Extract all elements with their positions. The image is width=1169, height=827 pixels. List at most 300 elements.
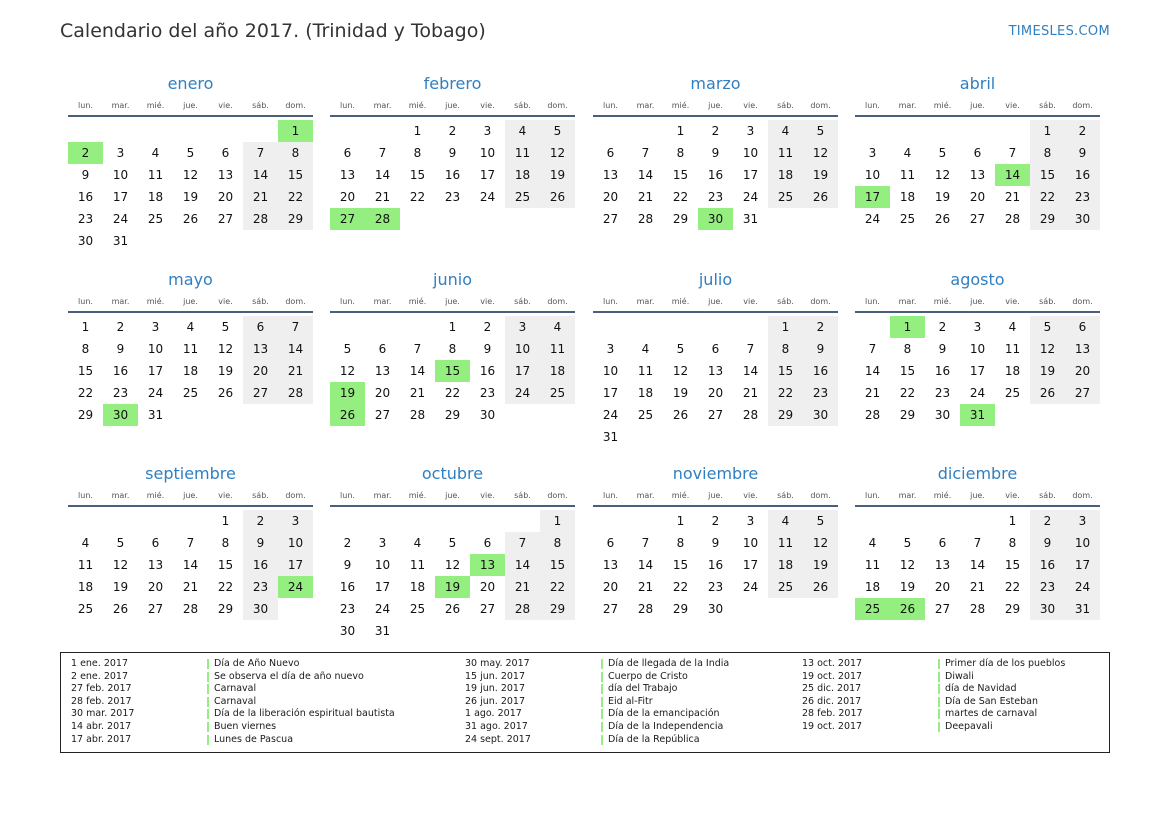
weekday-label: sáb. [1039,101,1056,110]
weekday-label: mar. [636,297,655,306]
calendar-day: 11 [768,532,803,554]
holiday-day: 31 [960,404,995,426]
calendar-day: 23 [112,386,129,400]
weekday-label: vie. [743,101,758,110]
calendar-day: 6 [938,536,947,550]
legend-row [71,721,461,734]
holiday-day: 25 [855,598,890,620]
calendar-day: 25 [147,212,164,226]
calendar-day: 16 [707,558,724,572]
calendar-day: 21 [505,576,540,598]
calendar-day: 9 [1065,142,1100,164]
calendar-day: 19 [899,580,916,594]
calendar-day: 17 [602,386,619,400]
weekday-label: lun. [865,101,880,110]
calendar-day: 10 [602,364,619,378]
holiday-date: 27 feb. 2017 [71,683,132,695]
calendar-day: 6 [221,146,230,160]
calendar-day: 31 [112,234,129,248]
weekday-label: dom. [1072,101,1093,110]
calendar-day: 20 [1065,360,1100,382]
weekday-label: mié. [408,491,427,500]
calendar-day: 11 [409,558,426,572]
holiday-day: 26 [890,598,925,620]
calendar-day: 20 [339,190,356,204]
calendar-day: 26 [803,576,838,598]
empty-cell [663,316,698,338]
calendar-day: 19 [1030,360,1065,382]
calendar-day: 25 [505,186,540,208]
holiday-day: 15 [435,360,470,382]
month-enero [68,73,313,252]
calendar-day: 5 [448,536,457,550]
empty-cell [103,510,138,532]
legend-row [802,671,1169,684]
calendar-day: 24 [969,386,986,400]
calendar-day: 31 [602,430,619,444]
empty-cell [960,120,995,142]
brand-logo[interactable]: TIMESLES.COM [1008,24,1110,39]
calendar-day: 23 [1030,576,1065,598]
legend-row [71,671,461,684]
calendar-day: 7 [186,536,195,550]
empty-cell [925,510,960,532]
holiday-date: 26 dic. 2017 [802,695,862,707]
month-name: febrero [423,74,482,93]
holiday-day: 1 [278,120,313,142]
calendar-day: 11 [505,142,540,164]
calendar-day: 21 [742,386,759,400]
holiday-day: 13 [470,554,505,576]
legend-column [71,658,461,746]
weekday-label: dom. [285,297,306,306]
empty-cell [365,316,400,338]
calendar-day: 16 [243,554,278,576]
calendar-day: 26 [444,602,461,616]
calendar-day: 9 [1030,532,1065,554]
holiday-day: 2 [68,142,103,164]
holiday-date: 30 mar. 2017 [71,708,135,720]
calendar-day: 13 [147,558,164,572]
empty-cell [365,510,400,532]
calendar-day: 15 [1030,164,1065,186]
weekday-label: sáb. [514,491,531,500]
calendar-day: 11 [637,364,654,378]
weekday-label: jue. [445,491,460,500]
month-name: julio [698,270,733,289]
holiday-day: 19 [435,576,470,598]
empty-cell [505,510,540,532]
weekday-label: lun. [865,491,880,500]
weekday-label: mar. [898,491,917,500]
calendar-day: 19 [112,580,129,594]
calendar-day: 13 [217,168,234,182]
calendar-day: 17 [505,360,540,382]
calendar-day: 24 [112,212,129,226]
calendar-day: 12 [1030,338,1065,360]
calendar-day: 29 [77,408,94,422]
calendar-day: 8 [448,342,457,356]
calendar-day: 7 [1008,146,1017,160]
calendar-day: 8 [540,532,575,554]
weekday-label: mar. [636,491,655,500]
calendar-day: 10 [505,338,540,360]
calendar-day: 12 [672,364,689,378]
calendar-day: 23 [934,386,951,400]
weekday-label: vie. [218,101,233,110]
calendar-day: 10 [112,168,129,182]
calendar-day: 28 [742,408,759,422]
holiday-name: Deepavali [938,722,993,732]
calendar-day: 30 [707,602,724,616]
calendar-day: 20 [602,580,619,594]
calendar-day: 2 [938,320,947,334]
weekday-label: mar. [111,101,130,110]
calendar-day: 27 [934,602,951,616]
calendar-day: 15 [899,364,916,378]
weekday-label: mar. [898,297,917,306]
calendar-day: 20 [217,190,234,204]
calendar-day: 6 [606,536,615,550]
calendar-day: 13 [243,338,278,360]
holiday-date: 28 feb. 2017 [71,695,132,707]
weekday-header [68,489,313,507]
holiday-day: 1 [890,316,925,338]
calendar-day: 7 [378,146,387,160]
calendar-day: 4 [505,120,540,142]
calendar-day: 30 [1065,208,1100,230]
calendar-day: 21 [969,580,986,594]
calendar-day: 7 [746,342,755,356]
calendar-day: 4 [413,536,422,550]
weekday-label: mié. [671,297,690,306]
calendar-day: 27 [602,212,619,226]
empty-cell [855,510,890,532]
weekday-label: dom. [547,297,568,306]
holiday-date: 19 jun. 2017 [465,683,526,695]
calendar-day: 14 [864,364,881,378]
holiday-day: 28 [365,208,400,230]
month-marzo [593,73,838,230]
day-grid [855,316,1100,426]
legend-row [71,708,461,721]
day-grid [68,120,313,252]
weekday-label: sáb. [252,101,269,110]
calendar-day: 18 [409,580,426,594]
calendar-day: 7 [641,536,650,550]
calendar-day: 24 [1065,576,1100,598]
calendar-day: 8 [81,342,90,356]
holiday-date: 19 oct. 2017 [802,720,863,732]
calendar-day: 19 [803,164,838,186]
empty-cell [68,120,103,142]
calendar-day: 2 [483,320,492,334]
weekday-header [593,99,838,117]
calendar-day: 15 [1004,558,1021,572]
weekday-label: mié. [146,101,165,110]
weekday-header [330,99,575,117]
calendar-day: 11 [147,168,164,182]
calendar-day: 28 [864,408,881,422]
calendar-day: 23 [77,212,94,226]
weekday-label: dom. [1072,491,1093,500]
weekday-header [330,295,575,313]
calendar-day: 19 [672,386,689,400]
calendar-day: 28 [409,408,426,422]
calendar-day: 22 [1030,186,1065,208]
calendar-day: 17 [742,558,759,572]
calendar-day: 22 [540,576,575,598]
holiday-date: 17 abr. 2017 [71,733,132,745]
empty-cell [330,316,365,338]
calendar-day: 25 [637,408,654,422]
calendar-day: 3 [746,514,755,528]
calendar-day: 17 [112,190,129,204]
holiday-date: 15 jun. 2017 [465,670,526,682]
calendar-day: 4 [868,536,877,550]
holiday-day: 14 [995,164,1030,186]
weekday-label: mié. [933,491,952,500]
calendar-day: 11 [864,558,881,572]
calendar-day: 15 [768,360,803,382]
calendar-day: 9 [81,168,90,182]
empty-cell [960,510,995,532]
calendar-day: 12 [540,142,575,164]
calendar-day: 14 [243,164,278,186]
calendar-day: 24 [147,386,164,400]
holiday-day: 24 [278,576,313,598]
weekday-label: lun. [603,491,618,500]
calendar-day: 2 [711,124,720,138]
calendar-day: 16 [112,364,129,378]
legend-row [465,671,855,684]
weekday-header [593,489,838,507]
empty-cell [698,316,733,338]
calendar-day: 29 [217,602,234,616]
month-abril [855,73,1100,230]
month-noviembre [593,463,838,620]
weekday-label: vie. [1005,101,1020,110]
empty-cell [400,510,435,532]
month-name: octubre [421,464,484,483]
calendar-day: 20 [707,386,724,400]
calendar-day: 21 [182,580,199,594]
calendar-day: 7 [973,536,982,550]
weekday-label: dom. [285,491,306,500]
calendar-day: 28 [243,208,278,230]
weekday-label: mié. [671,491,690,500]
calendar-day: 20 [602,190,619,204]
month-name: septiembre [145,464,236,483]
legend-row [71,696,461,709]
weekday-label: jue. [970,101,985,110]
calendar-day: 24 [742,580,759,594]
empty-cell [593,120,628,142]
calendar-day: 12 [339,364,356,378]
calendar-day: 5 [1030,316,1065,338]
calendar-day: 1 [768,316,803,338]
calendar-day: 29 [899,408,916,422]
calendar-day: 5 [938,146,947,160]
calendar-day: 10 [742,536,759,550]
calendar-day: 30 [803,404,838,426]
weekday-header [855,99,1100,117]
calendar-day: 26 [803,186,838,208]
empty-cell [733,316,768,338]
month-julio [593,269,838,448]
calendar-day: 26 [182,212,199,226]
calendar-day: 27 [147,602,164,616]
holiday-name: Día de la liberación espiritual bautista [207,709,395,719]
calendar-day: 31 [1065,598,1100,620]
calendar-day: 15 [217,558,234,572]
calendar-day: 23 [339,602,356,616]
weekday-label: sáb. [514,297,531,306]
calendar-day: 26 [1030,382,1065,404]
holiday-date: 13 oct. 2017 [802,658,863,669]
calendar-day: 22 [409,190,426,204]
calendar-day: 20 [934,580,951,594]
calendar-day: 6 [151,536,160,550]
calendar-day: 29 [278,208,313,230]
calendar-day: 3 [606,342,615,356]
calendar-day: 2 [711,514,720,528]
calendar-day: 29 [444,408,461,422]
calendar-day: 3 [868,146,877,160]
empty-cell [593,510,628,532]
calendar-day: 21 [374,190,391,204]
legend-row [465,683,855,696]
calendar-day: 13 [707,364,724,378]
weekday-label: jue. [183,491,198,500]
calendar-day: 17 [374,580,391,594]
calendar-day: 23 [479,386,496,400]
holiday-date: 28 feb. 2017 [802,708,863,720]
day-grid [855,120,1100,230]
calendar-day: 3 [116,146,125,160]
calendar-day: 5 [803,120,838,142]
empty-cell [890,120,925,142]
calendar-day: 15 [77,364,94,378]
calendar-day: 14 [182,558,199,572]
legend-row [465,658,855,671]
calendar-day: 20 [147,580,164,594]
weekday-label: jue. [970,297,985,306]
calendar-day: 18 [637,386,654,400]
calendar-day: 30 [77,234,94,248]
calendar-day: 28 [182,602,199,616]
calendar-day: 25 [768,576,803,598]
calendar-day: 22 [77,386,94,400]
calendar-day: 12 [217,342,234,356]
weekday-header [68,99,313,117]
month-octubre [330,463,575,642]
calendar-day: 22 [217,580,234,594]
calendar-day: 22 [768,382,803,404]
calendar-day: 25 [409,602,426,616]
day-grid [68,510,313,620]
empty-cell [435,510,470,532]
calendar-day: 9 [343,558,352,572]
calendar-day: 10 [147,342,164,356]
calendar-day: 17 [1065,554,1100,576]
calendar-day: 16 [803,360,838,382]
calendar-day: 6 [711,342,720,356]
calendar-day: 8 [278,142,313,164]
calendar-day: 19 [934,190,951,204]
calendar-day: 2 [803,316,838,338]
month-febrero [330,73,575,230]
holiday-date: 30 may. 2017 [465,658,530,669]
empty-cell [138,120,173,142]
calendar-day: 5 [186,146,195,160]
holiday-day: 27 [330,208,365,230]
calendar-day: 2 [243,510,278,532]
holiday-name: día del Trabajo [601,684,677,694]
holiday-name: Día de San Esteban [938,697,1038,707]
calendar-day: 5 [540,120,575,142]
calendar-day: 15 [278,164,313,186]
holiday-name: Se observa el día de año nuevo [207,672,364,682]
calendar-day: 30 [243,598,278,620]
calendar-day: 27 [374,408,391,422]
calendar-day: 21 [278,360,313,382]
holiday-name: Lunes de Pascua [207,735,293,745]
weekday-label: sáb. [1039,297,1056,306]
calendar-day: 4 [768,120,803,142]
holiday-day: 30 [103,404,138,426]
calendar-day: 23 [707,190,724,204]
calendar-day: 16 [1030,554,1065,576]
calendar-day: 25 [540,382,575,404]
calendar-day: 25 [1004,386,1021,400]
calendar-day: 30 [479,408,496,422]
calendar-day: 27 [602,602,619,616]
holiday-name: Carnaval [207,684,256,694]
calendar-day: 27 [1065,382,1100,404]
empty-cell [103,120,138,142]
weekday-label: sáb. [514,101,531,110]
holiday-day: 19 [330,382,365,404]
calendar-day: 12 [899,558,916,572]
calendar-day: 17 [147,364,164,378]
holiday-name: día de Navidad [938,684,1016,694]
empty-cell [890,510,925,532]
calendar-day: 5 [676,342,685,356]
calendar-day: 14 [637,168,654,182]
calendar-day: 10 [374,558,391,572]
weekday-label: mié. [146,297,165,306]
empty-cell [855,316,890,338]
weekday-label: sáb. [252,297,269,306]
calendar-day: 26 [934,212,951,226]
calendar-day: 16 [444,168,461,182]
empty-cell [68,510,103,532]
calendar-day: 5 [221,320,230,334]
calendar-day: 12 [803,142,838,164]
calendar-day: 16 [339,580,356,594]
calendar-day: 6 [1065,316,1100,338]
empty-cell [330,120,365,142]
legend-row [465,708,855,721]
weekday-label: mié. [933,101,952,110]
legend-row [802,658,1169,671]
weekday-label: mar. [373,101,392,110]
calendar-day: 13 [934,558,951,572]
calendar-day: 4 [641,342,650,356]
calendar-day: 18 [540,360,575,382]
legend-column [802,658,1169,734]
